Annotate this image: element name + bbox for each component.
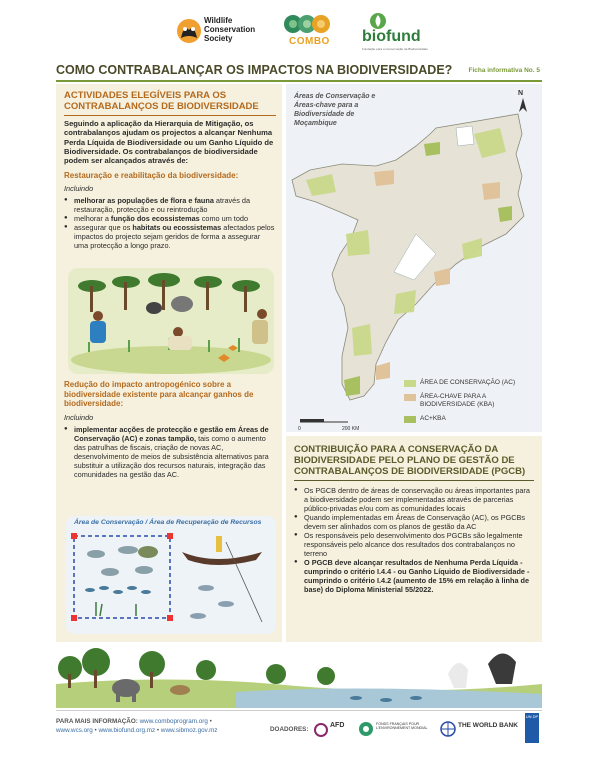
marine-scene (66, 530, 276, 634)
eligible-activities-heading: ACTIVIDADES ELEGÍVEIS PARA OS CONTRABALANÇOS DE BIODIVERSIDADE (64, 90, 259, 112)
fact-sheet-number: Ficha informativa No. 5 (468, 67, 540, 74)
list-item: ● Quando implementadas em Áreas de Conservação (AC), os PGCBs devem ser alinhados com os planos de gestão da AC (294, 513, 534, 531)
link-separator: • (94, 727, 97, 734)
heading-divider (64, 115, 276, 116)
legend-label: ÁREA-CHAVE PARA A BIODIVERSIDADE (KBA) (420, 393, 495, 408)
title-bar (56, 62, 542, 82)
legend-item (404, 414, 534, 428)
marine-illustration-caption: Área de Conservação / Área de Recuperação de Recursos (74, 519, 262, 526)
afd-logo-text: AFD (330, 722, 345, 729)
world-bank-logo-icon (440, 721, 456, 737)
ffem-logo-text: FONDS FRANÇAIS POUR L'ENVIRONNEMENT MONDIAL (376, 722, 428, 731)
list-item: ● assegurar que os habitats ou ecossistemas afectados pelos impactos do projecto sejam geridos de forma a assegurar uma protecção a longo prazo. (64, 223, 276, 250)
map-panel (286, 84, 542, 432)
link-wcs[interactable]: www.wcs.org (56, 727, 93, 734)
legend-item (404, 378, 534, 392)
pgcb-section (294, 444, 534, 594)
legend-swatch (404, 416, 416, 423)
wcs-logo (176, 16, 272, 50)
more-info (56, 717, 217, 735)
north-label: N (518, 90, 524, 97)
header-logos (0, 12, 592, 58)
scale-start: 0 (298, 426, 301, 432)
pgcb-heading: CONTRIBUIÇÃO PARA A CONSERVAÇÃO DA BIODIVERSIDADE PELO PLANO DE GESTÃO DE CONTRABALANÇOS DE BIODIVERSIDADE (PGCB) (294, 444, 526, 477)
reduction-list (64, 425, 276, 479)
restoration-heading: Restauração e reabilitação da biodiversidade: (64, 171, 239, 181)
link-separator: • (156, 727, 160, 734)
heading-divider (294, 480, 534, 481)
right-panel (286, 436, 542, 642)
combo-logo-text: COMBO (289, 36, 330, 47)
link-sibmoz[interactable]: www.sibmoz.gov.mz (160, 727, 218, 734)
legend-swatch (404, 394, 416, 401)
link-separator: • (209, 718, 212, 725)
left-panel (56, 84, 282, 642)
eligible-activities-section (64, 90, 276, 250)
landscape-illustration (56, 644, 542, 708)
restoration-list (64, 196, 276, 250)
link-combo[interactable]: www.comboprogram.org (139, 718, 208, 725)
wcs-logo-text: Wildlife Conservation Society (204, 16, 256, 43)
map-title: Áreas de Conservação e Áreas-chave para a Biodiversidade de Moçambique (294, 93, 376, 127)
legend-label: AC+KBA (420, 415, 446, 422)
page-title: COMO CONTRABALANÇAR OS IMPACTOS NA BIODIVERSIDADE? (56, 63, 453, 77)
footer (56, 710, 542, 750)
link-biofund[interactable]: www.biofund.org.mz (98, 727, 156, 734)
combo-logo-icon (283, 12, 343, 38)
list-item: ● melhorar as populações de flora e fauna através da restauração, protecção e ou reintrodução (64, 196, 276, 214)
including-label: Incluindo (64, 183, 94, 193)
undp-logo: UN DP (525, 713, 539, 743)
biofund-logo (360, 12, 430, 56)
donors-label: DOADORES: (270, 726, 309, 733)
restoration-illustration (68, 268, 274, 374)
list-item: ● implementar acções de protecção e gestão em Áreas de Conservação (AC) e zonas tampão, tais como o aumento das patrulhas de fiscais, criação de novas AC, desenvolvimento de meios de subsistência alternativos para substituir a utilização dos recursos naturais, integração das comunidades na gestão das AC. (64, 425, 276, 479)
list-item: ● Os PGCB dentro de áreas de conservação ou áreas importantes para a biodiversidade podem ser implementadas através de parcerias público-privadas e/ou com as comunidades locais (294, 486, 534, 513)
list-item: ● O PGCB deve alcançar resultados de Nenhuma Perda Líquida - cumprindo o critério I.4.4 - ou Ganho Líquido de Biodiversidade - cumprindo o critério I.4.2 (aumento de 15% em relação à linha de base) do Diploma Ministerial 55/2022. (294, 558, 534, 594)
world-bank-logo-text: THE WORLD BANK (458, 722, 518, 729)
map-legend (404, 378, 534, 428)
biofund-tagline: Fundação para a Conservação da Biodiversidade (362, 47, 428, 51)
wcs-logo-icon (176, 18, 202, 44)
list-item: ● Os responsáveis pelo desenvolvimento dos PGCBs são legalmente responsáveis pelo alcance dos resultados dos contrabalanços no terreno (294, 531, 534, 558)
marine-illustration (66, 516, 276, 634)
reduction-heading: Redução do impacto antropogénico sobre a biodiversidade existente para alcançar ganhos de biodiversidade: (64, 380, 254, 408)
including-label: Incluindo (64, 412, 94, 422)
list-item: ● melhorar a função dos ecossistemas como um todo (64, 214, 276, 223)
pgcb-list (294, 486, 534, 594)
legend-item (404, 392, 534, 414)
legend-label: ÁREA DE CONSERVAÇÃO (AC) (420, 379, 516, 386)
combo-logo (283, 12, 343, 52)
afd-logo-icon (314, 723, 328, 737)
biofund-logo-text: biofund (362, 28, 421, 45)
scale-end: 200 KM (342, 426, 360, 432)
intro-text: Seguindo a aplicação da Hierarquia de Mitigação, os contrabalanços ajudam os projectos a alcançar Nenhuma Perda Líquida de Biodiversidade ou um Ganho Líquido de Biodiversidade. Os contrabalanços de biodiversidade podem ser alcançados através de: (64, 119, 274, 166)
more-info-label: PARA MAIS INFORMAÇÃO: (56, 718, 138, 725)
reduction-section (64, 380, 276, 479)
legend-swatch (404, 380, 416, 387)
ffem-logo-icon (358, 721, 374, 737)
